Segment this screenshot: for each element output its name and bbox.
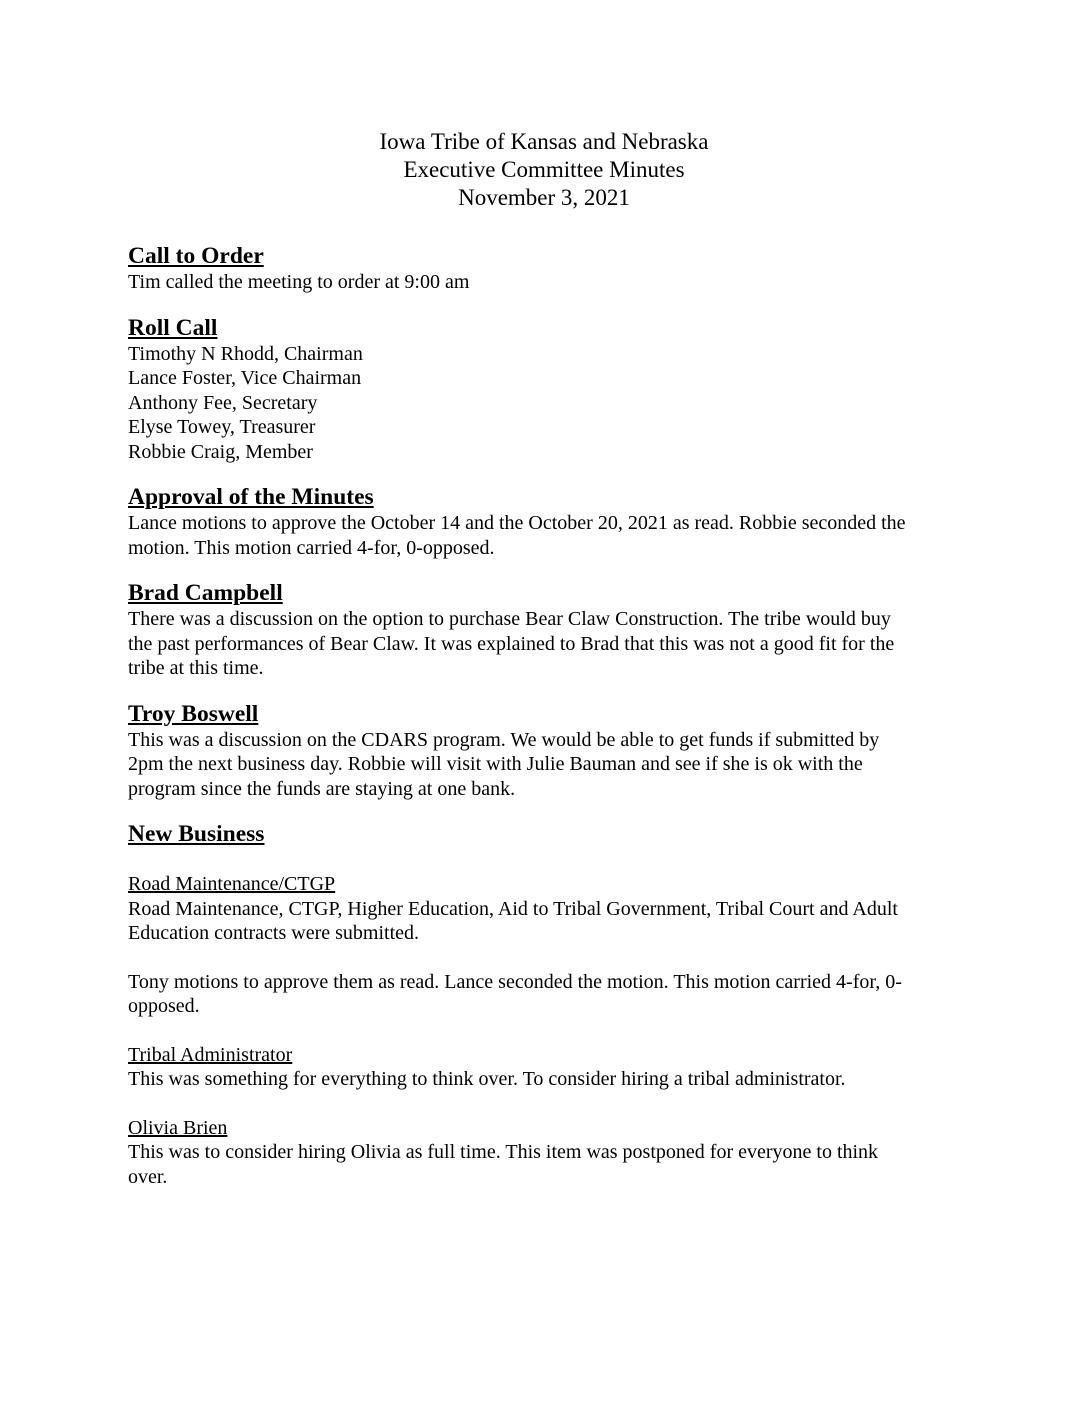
roll-call-member: Robbie Craig, Member <box>128 440 313 463</box>
org-name: Iowa Tribe of Kansas and Nebraska <box>379 129 709 154</box>
item-subheading: Road Maintenance/CTGP <box>128 873 336 895</box>
section-approval-of-minutes <box>128 483 968 560</box>
document-header <box>0 128 1088 212</box>
item-subheading: Tribal Administrator <box>128 1043 293 1066</box>
item-tribal-administrator <box>128 1043 968 1092</box>
section-text-line: This was a discussion on the CDARS program. We would be able to get funds if submitted by <box>128 728 880 751</box>
roll-call-member: Anthony Fee, Secretary <box>128 391 318 414</box>
section-heading: New Business <box>128 821 265 847</box>
document-title: Executive Committee Minutes <box>403 157 685 182</box>
document-body <box>128 242 968 1189</box>
item-road-maintenance <box>128 872 968 1019</box>
item-olivia-brien <box>128 1116 968 1190</box>
section-text-line: Lance motions to approve the October 14 and the October 20, 2021 as read. Robbie seconded the <box>128 512 906 534</box>
item-text-line: Road Maintenance, CTGP, Higher Education, Aid to Tribal Government, Tribal Court and Adult <box>128 897 898 920</box>
roll-call-member: Lance Foster, Vice Chairman <box>128 367 362 389</box>
section-text-line: motion. This motion carried 4-for, 0-opposed. <box>128 536 495 559</box>
section-new-business <box>128 820 968 1189</box>
item-text-line: This was to consider hiring Olivia as full time. This item was postponed for everyone to think <box>128 1141 879 1163</box>
item-text-line: Education contracts were submitted. <box>128 922 420 944</box>
section-text-line: the past performances of Bear Claw. It was explained to Brad that this was not a good fit for the <box>128 632 895 655</box>
section-brad-campbell <box>128 579 968 681</box>
item-text-line: over. <box>128 1165 168 1188</box>
section-heading: Brad Campbell <box>128 580 283 606</box>
section-call-to-order <box>128 242 968 295</box>
meeting-date: November 3, 2021 <box>458 185 630 210</box>
roll-call-member: Elyse Towey, Treasurer <box>128 416 316 438</box>
section-heading: Call to Order <box>128 243 264 269</box>
section-text-line: tribe at this time. <box>128 657 264 679</box>
item-text-line: opposed. <box>128 995 200 1017</box>
section-roll-call <box>128 314 968 465</box>
item-text-line: Tony motions to approve them as read. Lance seconded the motion. This motion carried 4-for, 0- <box>128 970 902 993</box>
section-text: Tim called the meeting to order at 9:00 am <box>128 271 470 293</box>
section-text-line: There was a discussion on the option to purchase Bear Claw Construction. The tribe would buy <box>128 608 891 630</box>
item-text-line: This was something for everything to think over. To consider hiring a tribal administrator. <box>128 1068 846 1090</box>
section-heading: Troy Boswell <box>128 700 259 727</box>
section-troy-boswell <box>128 700 968 802</box>
section-text-line: program since the funds are staying at one bank. <box>128 777 516 800</box>
section-heading: Roll Call <box>128 314 218 341</box>
section-heading: Approval of the Minutes <box>128 484 374 510</box>
item-subheading: Olivia Brien <box>128 1116 228 1139</box>
section-text-line: 2pm the next business day. Robbie will visit with Julie Bauman and see if she is ok with the <box>128 753 863 775</box>
roll-call-member: Timothy N Rhodd, Chairman <box>128 342 363 365</box>
